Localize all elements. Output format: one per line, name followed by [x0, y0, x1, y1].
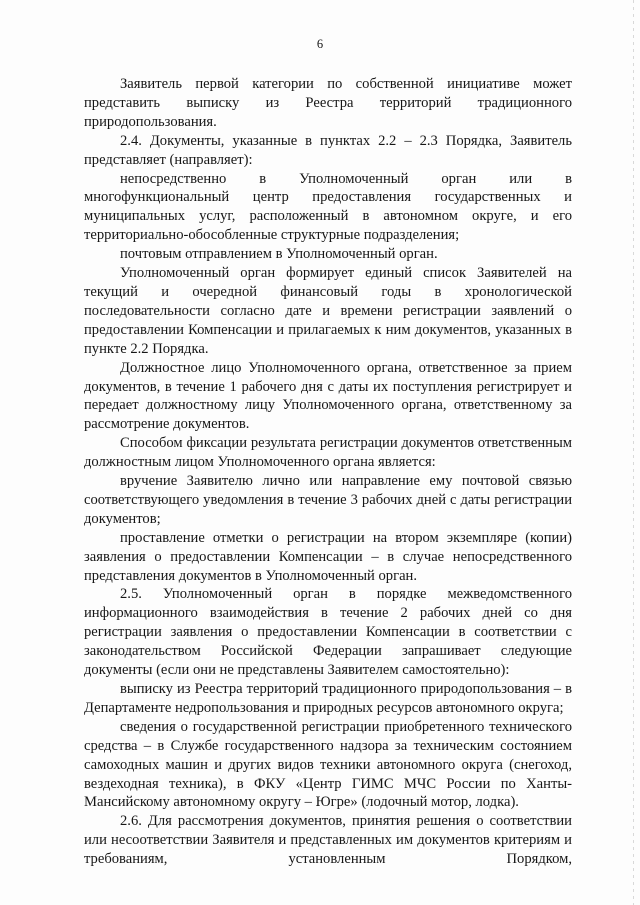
paragraph-submission-mail: почтовым отправлением в Уполномоченный орган.	[120, 246, 438, 263]
paragraph-applicant-list: Уполномоченный орган формирует единый список Заявителей на текущий и очередной финансовый годы в хронологической последовательности согласно дате и времени регистрации заявлений о предоставлении Компенсации и прилагаемых к ним документов, указанных в пункте 2.2 Порядка.	[84, 265, 572, 357]
document-body	[84, 75, 572, 869]
paragraph-vehicle-registration: сведения о государственной регистрации приобретенного технического средства – в Службе государственного надзора за техническим состоянием самоходных машин и других видов техники автономного округа (снегоход, вездеходная техника), в ФКУ «Центр ГИМС МЧС России по Ханты-Мансийскому автономному округу – Югре» (лодочный мотор, лодка).	[84, 718, 572, 811]
paragraph-applicant-extract: Заявитель первой категории по собственной инициативе может представить выписку из Реестра территорий традиционного природопользования.	[84, 76, 572, 130]
paragraph-submission-direct: непосредственно в Уполномоченный орган или в многофункциональный центр предоставления государственных и муниципальных услуг, расположенный в автономном округе, и его территориально-обособленные структурные подразделения;	[84, 170, 572, 244]
page-number: 6	[316, 37, 324, 51]
paragraph-official-registration: Должностное лицо Уполномоченного органа, ответственное за прием документов, в течение 1 рабочего дня с даты их поступления регистрирует и передает должностному лицу Уполномоченного органа, ответственному за рассмотрение документов.	[84, 359, 572, 433]
paragraph-registry-extract: выписку из Реестра территорий традиционного природопользования – в Департаменте недропользования и природных ресурсов автономного округа;	[84, 681, 572, 716]
paragraph-copy-mark: проставление отметки о регистрации на втором экземпляре (копии) заявления о предоставлении Компенсации – в случае непосредственного представления документов в Уполномоченный орган.	[84, 529, 572, 584]
paragraph-2-5: 2.5. Уполномоченный орган в порядке межведомственного информационного взаимодействия в течение 2 рабочих дней со дня регистрации заявления о предоставлении Компенсации в соответствии с законодательством Российской Федерации запрашивает следующие документы (если они не представлены Заявителем самостоятельно):	[84, 586, 572, 679]
scan-edge-artifact	[633, 0, 634, 905]
paragraph-registration-method: Способом фиксации результата регистрации документов ответственным должностным лицом Уполномоченного органа является:	[84, 435, 572, 471]
paragraph-2-6: 2.6. Для рассмотрения документов, принятия решения о соответствии или несоответствии Заявителя и представленных им документов критериям и требованиям, установленным Порядком,	[84, 813, 572, 868]
paragraph-2-4: 2.4. Документы, указанные в пунктах 2.2 – 2.3 Порядка, Заявитель представляет (направляет):	[84, 132, 572, 168]
paragraph-notification: вручение Заявителю лично или направление ему почтовой связью соответствующего уведомления в течение 3 рабочих дней с даты регистрации документов;	[84, 473, 572, 527]
